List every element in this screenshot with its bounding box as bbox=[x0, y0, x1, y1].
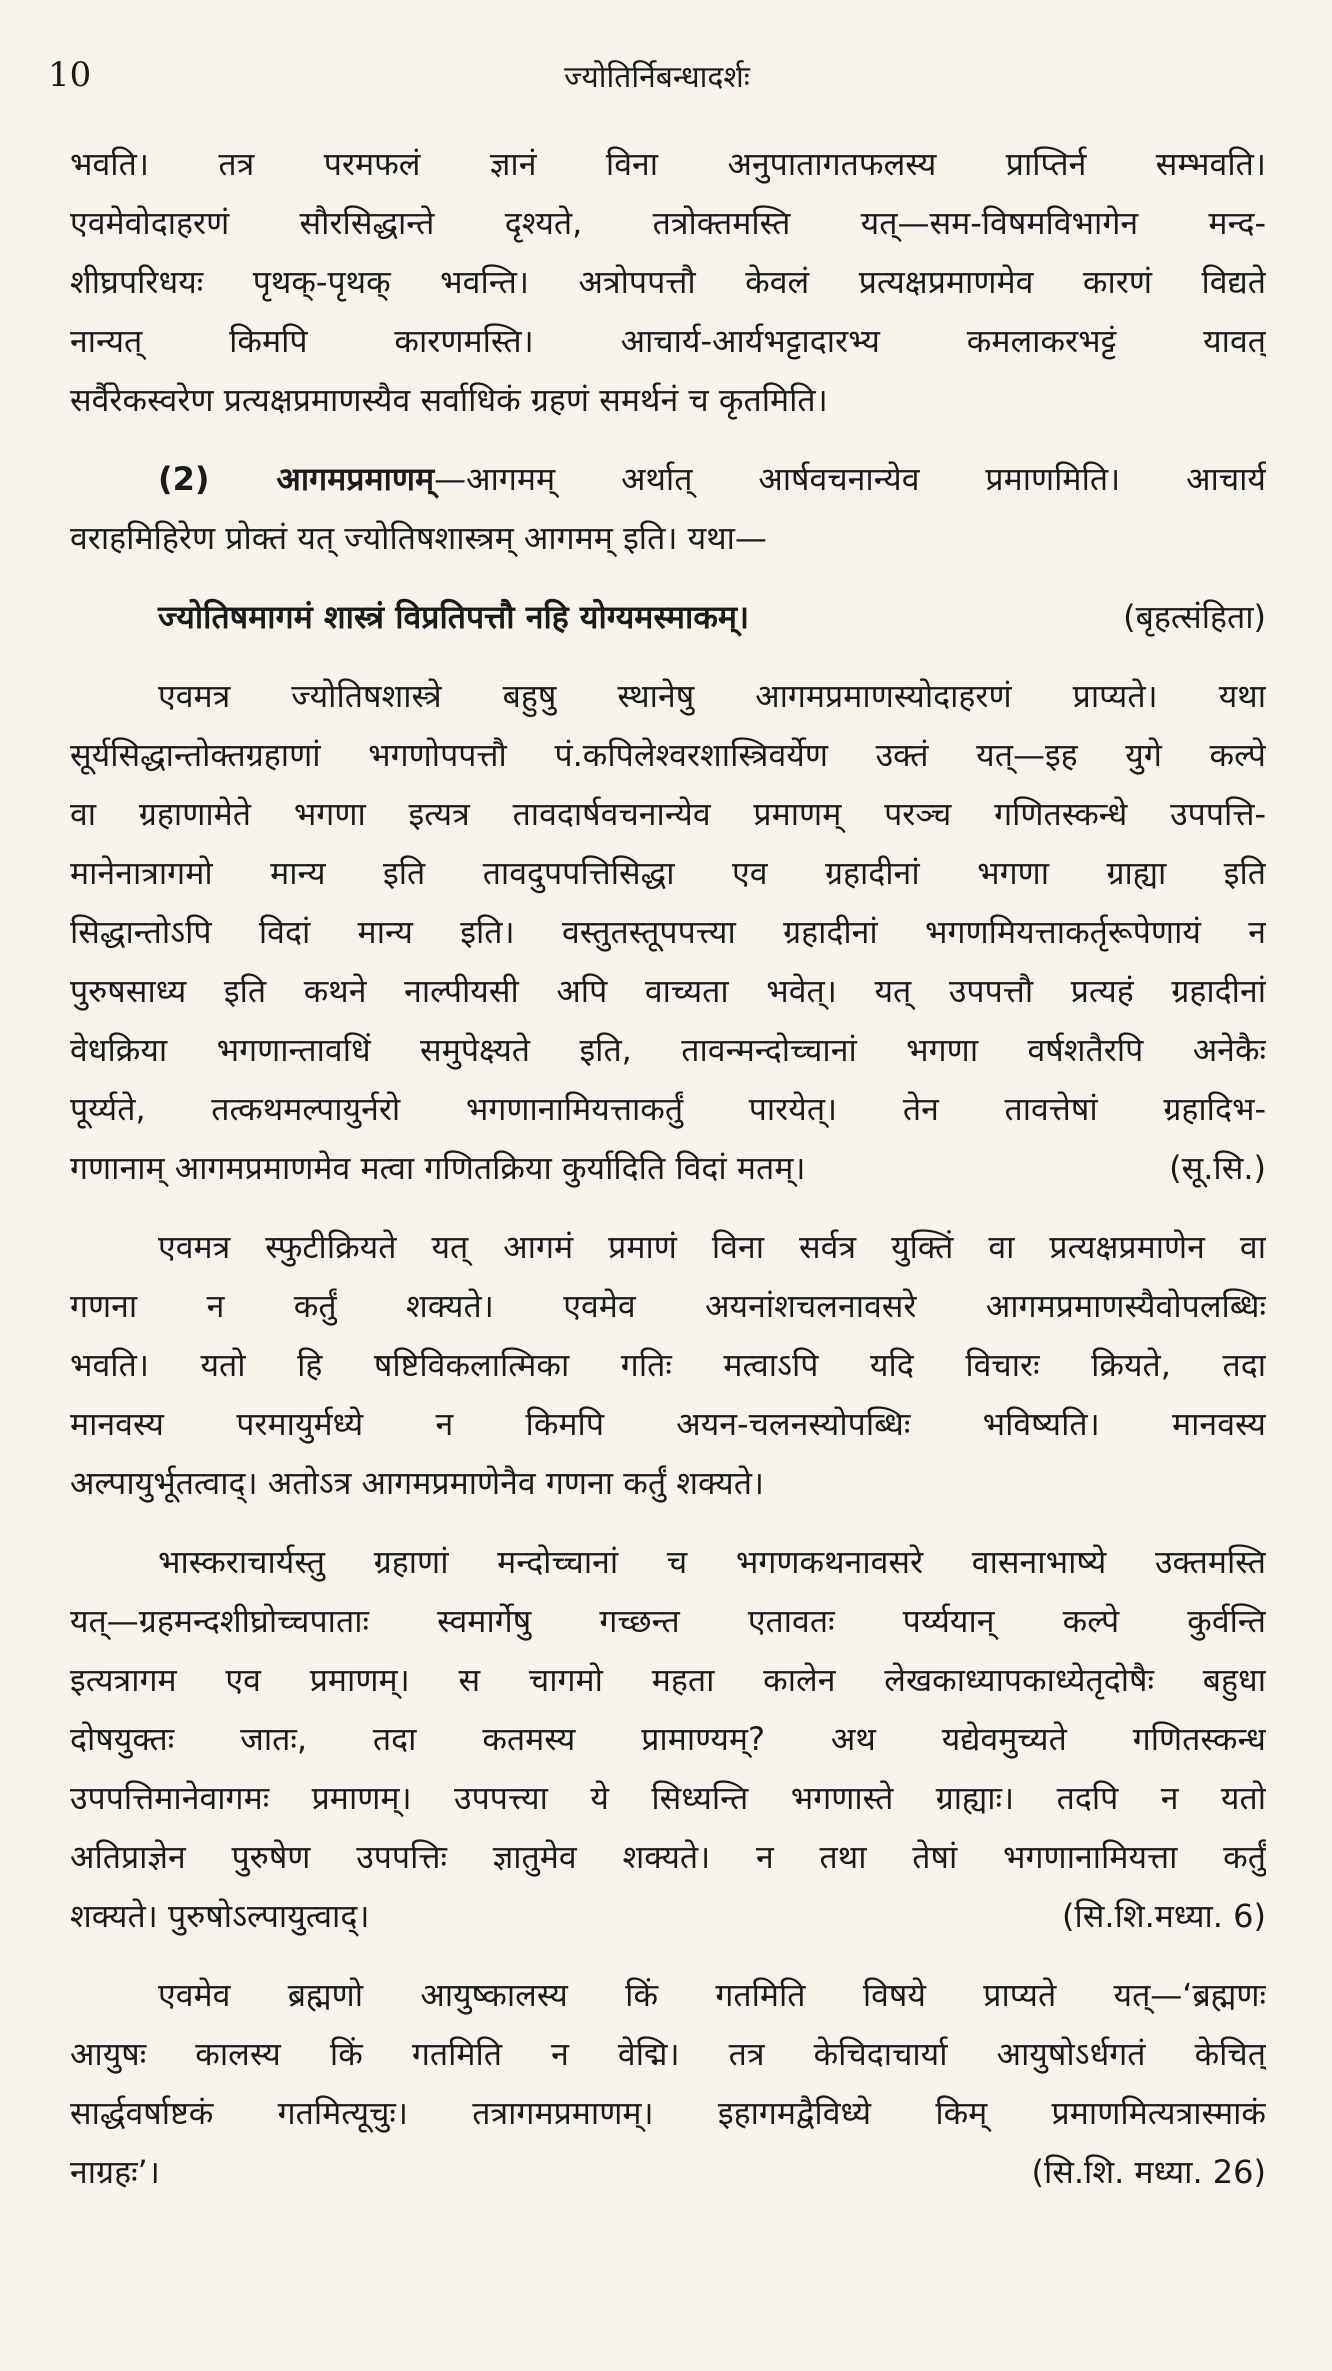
text-line: यत्—ग्रहमन्दशीघ्रोच्चपाताः स्वमार्गेषु गच्छन्त एतावतः पर्य्ययान् कल्पे कुर्वन्ति bbox=[70, 1602, 1266, 1640]
section-heading: (2) आगमप्रमाणम् bbox=[158, 460, 435, 498]
text-line: भास्कराचार्यस्तु ग्रहाणां मन्दोच्चानां च भगणकथनावसरे वासनाभाष्ये उक्तमस्ति bbox=[158, 1543, 1266, 1581]
text-line: आयुषः कालस्य किं गतमिति न वेद्मि। तत्र केचिदाचार्या आयुषोऽर्धगतं केचित् bbox=[70, 2035, 1266, 2073]
text-line bbox=[70, 1139, 1266, 1198]
citation: (सू.सि.) bbox=[1169, 1149, 1266, 1187]
text-line-rest: —आगमम् अर्थात् आर्षवचनान्येव प्रमाणमिति। आचार्य bbox=[434, 460, 1266, 498]
text-line: एवमत्र ज्योतिषशास्त्रे बहुषु स्थानेषु आगमप्रमाणस्योदाहरणं प्राप्यते। यथा bbox=[158, 677, 1266, 715]
text-line: अतिप्राज्ञेन पुरुषेण उपपत्तिः ज्ञातुमेव शक्यते। न तथा तेषां भगणानामियत्ता कर्तुं bbox=[70, 1838, 1266, 1876]
text-line: पुरुषसाध्य इति कथने नाल्पीयसी अपि वाच्यता भवेत्। यत् उपपत्तौ प्रत्यहं ग्रहादीनां bbox=[70, 972, 1266, 1010]
text-line: वा ग्रहाणामेते भगणा इत्यत्र तावदार्षवचनान्येव प्रमाणम् परञ्च गणितस्कन्धे उपपत्ति- bbox=[70, 795, 1266, 833]
text-line: सिद्धान्तोऽपि विदां मान्य इति। वस्तुतस्तूपपत्त्या ग्रहादीनां भगणमियत्ताकर्तृरूपेणायं न bbox=[70, 913, 1266, 951]
text-line: शीघ्रपरिधयः पृथक्-पृथक् भवन्ति। अत्रोपपत्तौ केवलं प्रत्यक्षप्रमाणमेव कारणं विद्यते bbox=[70, 263, 1266, 301]
text-line: इत्यत्रागम एव प्रमाणम्। स चागमो महता कालेन लेखकाध्यापकाध्येतृदोषैः बहुधा bbox=[70, 1661, 1266, 1699]
text-line-content: गणानाम् आगमप्रमाणमेव मत्वा गणितक्रिया कुर्यादिति विदां मतम्। bbox=[70, 1149, 806, 1187]
text-line: एवमेवोदाहरणं सौरसिद्धान्ते दृश्यते, तत्रोक्तमस्ति यत्—सम-विषमविभागेन मन्द- bbox=[70, 204, 1266, 242]
text-line: एवमत्र स्फुटीक्रियते यत् आगमं प्रमाणं विना सर्वत्र युक्तिं वा प्रत्यक्षप्रमाणेन वा bbox=[158, 1228, 1266, 1266]
text-line: अल्पायुर्भूतत्वाद्। अतोऽत्र आगमप्रमाणेनैव गणना कर्तुं शक्यते। bbox=[70, 1464, 765, 1502]
paragraph-1 bbox=[70, 135, 1266, 430]
text-line: भवति। यतो हि षष्टिविकलात्मिका गतिः मत्वाऽपि यदि विचारः क्रियते, तदा bbox=[70, 1346, 1266, 1384]
text-line: एवमेव ब्रह्मणो आयुष्कालस्य किं गतमिति विषये प्राप्यते यत्—‘ब्रह्मणः bbox=[158, 1976, 1266, 2014]
text-line: सार्द्धवर्षाष्टकं गतमित्यूचुः। तत्रागमप्रमाणम्। इहागमद्वैविध्ये किम् प्रमाणमित्यत्रास्माकं bbox=[70, 2094, 1266, 2132]
body-text bbox=[70, 135, 1266, 2222]
text-line: गणना न कर्तुं शक्यते। एवमेव अयनांशचलनावसरे आगमप्रमाणस्यैवोपलब्धिः bbox=[70, 1287, 1266, 1325]
verse-text: ज्योतिषमागमं शास्त्रं विप्रतिपत्तौ नहि योग्यमस्माकम्। bbox=[158, 598, 750, 636]
page-number: 10 bbox=[48, 55, 92, 95]
text-line: वेधक्रिया भगणान्तावधिं समुपेक्ष्यते इति, तावन्मन्दोच्चानां भगणा वर्षशतैरपि अनेकैः bbox=[70, 1031, 1266, 1069]
text-line: उपपत्तिमानेवागमः प्रमाणम्। उपपत्त्या ये सिध्यन्ति भगणास्ते ग्राह्याः। तदपि न यतो bbox=[70, 1779, 1266, 1817]
text-line bbox=[70, 2143, 1266, 2202]
citation: (सि.शि.मध्या. 6) bbox=[1062, 1897, 1266, 1935]
paragraph-6 bbox=[70, 1966, 1266, 2202]
paragraph-5 bbox=[70, 1533, 1266, 1946]
text-line: सूर्यसिद्धान्तोक्तग्रहाणां भगणोपपत्तौ पं.कपिलेश्वरशास्त्रिवर्येण उक्तं यत्—इह युगे कल्पे bbox=[70, 736, 1266, 774]
page-header bbox=[48, 55, 1266, 105]
text-line: भवति। तत्र परमफलं ज्ञानं विना अनुपातागतफलस्य प्राप्तिर्न सम्भवति। bbox=[70, 145, 1266, 183]
text-line: वराहमिहिरेण प्रोक्तं यत् ज्योतिषशास्त्रम् आगमम् इति। यथा— bbox=[70, 519, 767, 557]
text-line: मानवस्य परमायुर्मध्ये न किमपि अयन-चलनस्योपब्धिः भविष्यति। मानवस्य bbox=[70, 1405, 1266, 1443]
text-line: मानेनात्रागमो मान्य इति तावदुपपत्तिसिद्धा एव ग्रहादीनां भगणा ग्राह्या इति bbox=[70, 854, 1266, 892]
text-line-content: शक्यते। पुरुषोऽल्पायुत्वाद्। bbox=[70, 1897, 370, 1935]
text-line: नान्यत् किमपि कारणमस्ति। आचार्य-आर्यभट्टादारभ्य कमलाकरभट्टं यावत् bbox=[70, 322, 1266, 360]
text-line: दोषयुक्तः जातः, तदा कतमस्य प्रामाण्यम्? अथ यद्येवमुच्यते गणितस्कन्ध bbox=[70, 1720, 1266, 1758]
text-line bbox=[70, 450, 1266, 509]
verse-source: (बृहत्संहिता) bbox=[1123, 598, 1266, 636]
running-title: ज्योतिर्निबन्धादर्शः bbox=[564, 60, 750, 95]
text-line: पूर्य्यते, तत्कथमल्पायुर्नरो भगणानामियत्ताकर्तुं पारयेत्। तेन तावत्तेषां ग्रहादिभ- bbox=[70, 1090, 1266, 1128]
text-line bbox=[70, 1887, 1266, 1946]
verse-quote bbox=[70, 588, 1266, 647]
paragraph-2 bbox=[70, 450, 1266, 568]
citation: (सि.शि. मध्या. 26) bbox=[1031, 2153, 1266, 2191]
text-line: सर्वैरेकस्वरेण प्रत्यक्षप्रमाणस्यैव सर्वाधिकं ग्रहणं समर्थनं च कृतमिति। bbox=[70, 381, 828, 419]
text-line-content: नाग्रहः’। bbox=[70, 2153, 160, 2191]
paragraph-3 bbox=[70, 667, 1266, 1198]
paragraph-4 bbox=[70, 1218, 1266, 1513]
